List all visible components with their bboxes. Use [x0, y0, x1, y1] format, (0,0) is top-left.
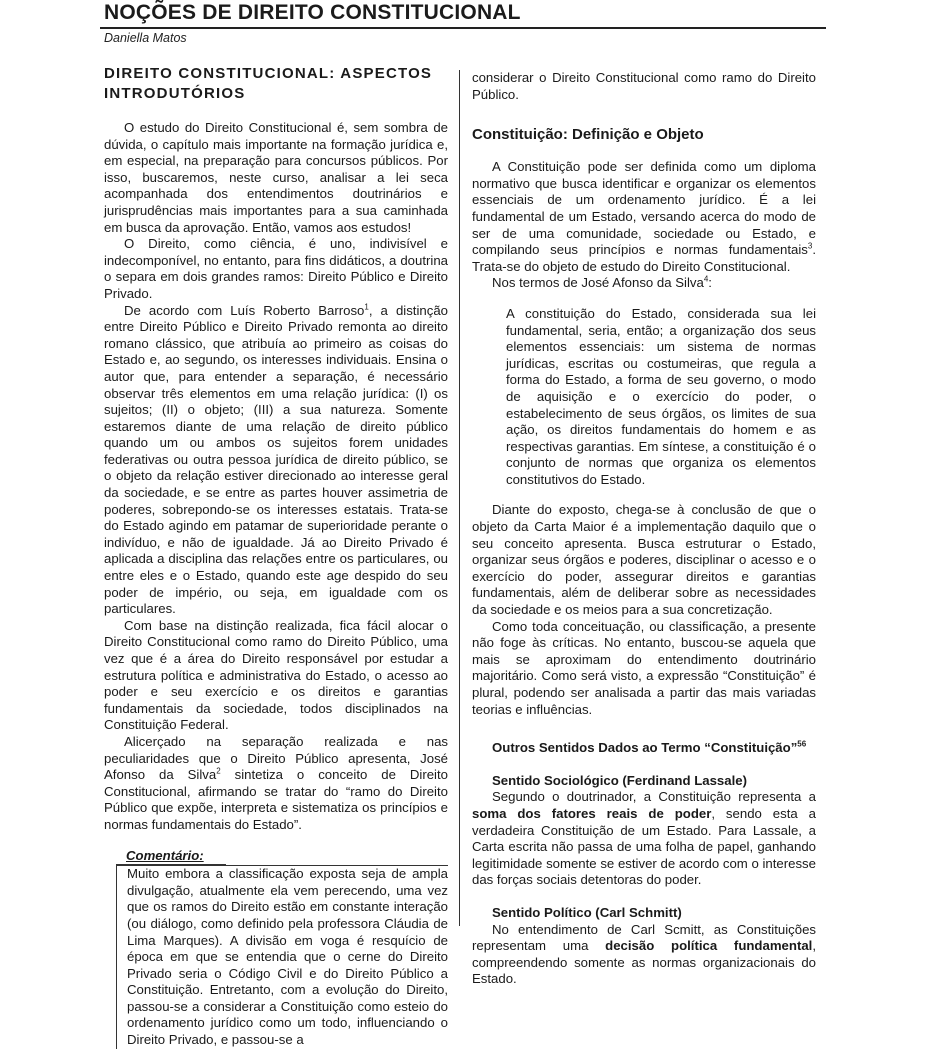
paragraph: De acordo com Luís Roberto Barroso$^1$, a distinção entre Direito Público e Direito Privado remonta ao direito romano clássico, que atribuía ao primeiro as coisas do Estado e, ao segundo, os interesses individuais. Ensina o autor que, para entender a separação, é necessário observar três elementos em uma relação jurídica: (I) os sujeitos; (II) o objeto; (III) a sua natureza. Somente estaremos diante de uma relação de direito público quando um ou ambos os sujeitos forem unidades federativas ou outra pessoa jurídica de direito público, se o objeto da relação estiver direcionado ao interesse geral da sociedade, e se entre as partes houver assimetria de poderes, sobrepondo-se os interesses estatais. Trata-se do Estado agindo em patamar de superioridade perante o indivíduo, e não de igualdade. Já ao Direito Privado é aplicada a disciplina das relações entre os particulares, ou entre eles e o Estado, quando este age despido do seu poder de império, ou seja, em igualdade com os particulares.	[104, 302, 448, 617]
paragraph: Segundo o doutrinador, a Constituição representa a soma dos fatores reais de poder, sendo esta a verdadeira Constituição de um Estado. Para Lassale, a Carta escrita não passa de uma folha de papel, ganhando legitimidade somente se estiver de acordo com o interesse das forças sociais detentoras do poder.	[472, 789, 816, 888]
paragraph: Com base na distinção realizada, fica fácil alocar o Direito Constitucional como ramo do Direito Público, uma vez que é a área do Direito responsável por estudar a estrutura política e administrativa do Estado, o acesso ao poder e seu exercício e os direitos e garantias fundamentais da sociedade, todos disciplinados na Constituição Federal.	[104, 617, 448, 733]
paragraph: Como toda conceituação, ou classificação, a presente não foge às críticas. No entanto, buscou-se aquela que mais se aproximam do entendimento doutrinário majoritário. Como será visto, a expressão “Constituição” é plural, podendo ser analisada a partir das mais variadas teorias e influências.	[472, 618, 816, 717]
left-column	[104, 64, 448, 1049]
paragraph: O estudo do Direito Constitucional é, sem sombra de dúvida, o capítulo mais importante na formação jurídica e, em especial, na preparação para concursos públicos. Por isso, buscaremos, neste curso, analisar a lei seca acompanhada dos entendimentos doutrinários e jurisprudências mais importantes para a sua caminhada em busca da aprovação. Então, vamos aos estudos!	[104, 120, 448, 235]
comment-text: Muito embora a classificação exposta seja de ampla divulgação, atualmente ela vem perecendo, uma vez que os ramos do Direito estão em constante interação (ou diálogo, como definido pela professora Cláudia de Lima Marques). A divisão em voga é resquício de época em que se entendia que o cerne do Direito Privado seria o Código Civil e do Direito Público a Constituição. Entretanto, com a evolução do Direito, passou-se a considerar a Constituição como esteio do ordenamento jurídico como um todo, influenciando o Direito Privado, e passou-se a	[116, 865, 448, 1049]
footnote-ref: 56	[797, 739, 807, 749]
continuation-text: considerar o Direito Constitucional como ramo do Direito Público.	[472, 70, 816, 102]
footnote-ref: 3	[807, 241, 813, 251]
minor-heading: Outros Sentidos Dados ao Termo “Constituição”$^{56}$	[492, 739, 807, 756]
column-divider	[459, 70, 460, 926]
paragraph: A Constituição pode ser definida como um diploma normativo que busca identificar e organizar os elementos essenciais de um ordenamento jurídico. É a lei fundamental de um Estado, versando acerca do modo de ser de uma comunidade, sociedade ou Estado, e compilando seus princípios e normas fundamentais$^3$. Trata-se do objeto de estudo do Direito Constitucional.	[472, 159, 816, 274]
footnote-ref: 1	[364, 302, 369, 312]
comment-label: Comentário:	[116, 848, 226, 866]
paragraph: O Direito, como ciência, é uno, indivisível e indecomponível, no entanto, para fins didáticos, a doutrina o separa em dois grandes ramos: Direito Público e Direito Privado.	[104, 236, 448, 301]
minor-heading: Sentido Político (Carl Schmitt)	[492, 904, 682, 920]
header-rule	[100, 27, 826, 29]
subsection-heading: Constituição: Definição e Objeto	[472, 126, 704, 144]
comment-box	[116, 848, 448, 1049]
block-quote: A constituição do Estado, considerada sua lei fundamental, seria, então; a organização dos seus elementos essenciais: um sistema de normas jurídicas, escritas ou costumeiras, que regula a forma do Estado, a forma de seu governo, o modo de aquisição e o exercício do poder, o estabelecimento de seus órgãos, os limites de sua ação, os direitos fundamentais do homem e as respectivas garantias. Em síntese, a constituição é o conjunto de normas que organiza os elementos constitutivos do Estado.	[506, 305, 816, 487]
footnote-ref: 2	[216, 766, 221, 776]
paragraph: No entendimento de Carl Scmitt, as Constituições representam uma decisão política fundamental, compreendendo somente as normas organizacionais do Estado.	[472, 921, 816, 987]
minor-heading: Sentido Sociológico (Ferdinand Lassale)	[492, 772, 747, 788]
paragraph: Diante do exposto, chega-se à conclusão de que o objeto da Carta Maior é a implementação daquilo que o seu conceito apresenta. Busca estruturar o Estado, organizar seus órgãos e poderes, disciplinar o acesso e o exercício do poder, assegurar direitos e garantias fundamentais, além de deliberar sobre as necessidades da sociedade e os meios para a sua concretização.	[472, 502, 816, 618]
paragraph: Nos termos de José Afonso da Silva$^4$:	[492, 274, 712, 291]
page-title: NOÇÕES DE DIREITO CONSTITUCIONAL	[104, 1, 521, 24]
footnote-ref: 4	[703, 274, 709, 284]
paragraph: Alicerçado na separação realizada e nas peculiaridades que o Direito Público apresenta, José Afonso da Silva$^2$ sintetiza o conceito de Direito Constitucional, afirmando se tratar do “ramo do Direito Público que expõe, interpreta e sistematiza os princípios e normas fundamentais do Estado”.	[104, 733, 448, 832]
right-column	[472, 70, 816, 988]
section-heading: DIREITO CONSTITUCIONAL: ASPECTOS INTRODUTÓRIOS	[104, 65, 433, 102]
author-name: Daniella Matos	[104, 31, 187, 45]
